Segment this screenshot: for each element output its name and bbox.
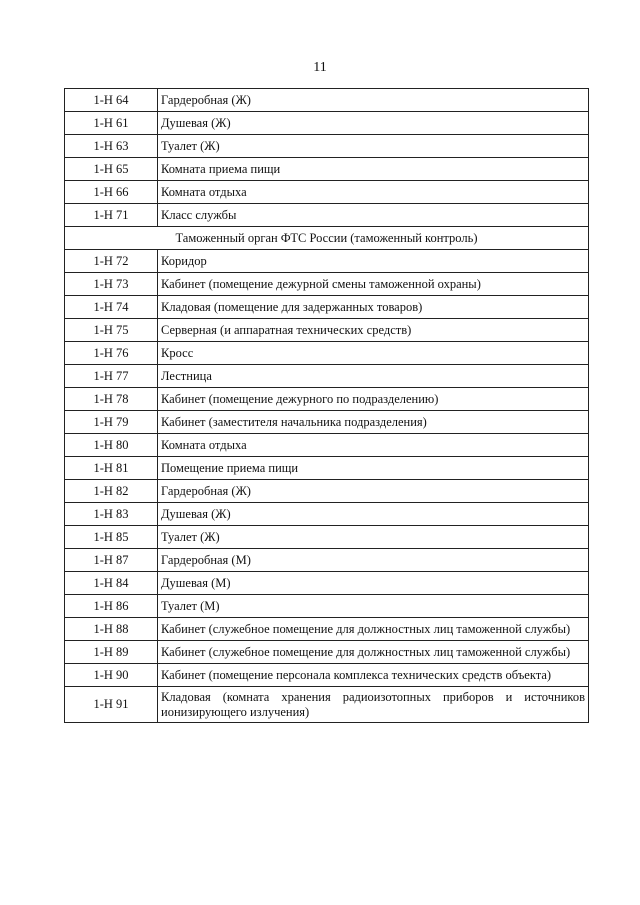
room-name-cell: Кабинет (служебное помещение для должностных лиц таможенной службы) <box>158 618 589 641</box>
page-number: 11 <box>313 60 327 75</box>
room-name-cell: Туалет (Ж) <box>158 135 589 158</box>
room-code-cell: 1-Н 89 <box>65 641 158 664</box>
room-code-cell: 1-Н 84 <box>65 572 158 595</box>
table-row <box>65 112 589 135</box>
room-name-cell: Гардеробная (М) <box>158 549 589 572</box>
room-name-cell: Кросс <box>158 342 589 365</box>
room-code-cell: 1-Н 87 <box>65 549 158 572</box>
table-row <box>65 158 589 181</box>
room-name-cell: Помещение приема пищи <box>158 457 589 480</box>
table-row <box>65 618 589 641</box>
room-name-cell: Комната отдыха <box>158 181 589 204</box>
room-code-cell: 1-Н 82 <box>65 480 158 503</box>
room-name-cell: Гардеробная (Ж) <box>158 480 589 503</box>
table-row <box>65 434 589 457</box>
room-code-cell: 1-Н 61 <box>65 112 158 135</box>
rooms-table-body <box>65 89 589 723</box>
table-row <box>65 549 589 572</box>
room-code-cell: 1-Н 86 <box>65 595 158 618</box>
section-heading: Таможенный орган ФТС России (таможенный контроль) <box>65 227 589 250</box>
room-code-cell: 1-Н 73 <box>65 273 158 296</box>
room-code-cell: 1-Н 63 <box>65 135 158 158</box>
room-name-cell: Душевая (М) <box>158 572 589 595</box>
room-code-cell: 1-Н 72 <box>65 250 158 273</box>
room-name-cell: Кабинет (заместителя начальника подразделения) <box>158 411 589 434</box>
room-code-cell: 1-Н 88 <box>65 618 158 641</box>
room-name-cell: Гардеробная (Ж) <box>158 89 589 112</box>
room-name-cell: Лестница <box>158 365 589 388</box>
table-row <box>65 411 589 434</box>
room-code-cell: 1-Н 81 <box>65 457 158 480</box>
room-code-cell: 1-Н 74 <box>65 296 158 319</box>
room-name-cell: Коридор <box>158 250 589 273</box>
room-code-cell: 1-Н 78 <box>65 388 158 411</box>
table-row <box>65 342 589 365</box>
room-name-cell: Кабинет (служебное помещение для должностных лиц таможенной службы) <box>158 641 589 664</box>
rooms-table <box>64 88 589 723</box>
room-name-cell: Кабинет (помещение дежурной смены таможенной охраны) <box>158 273 589 296</box>
table-row <box>65 457 589 480</box>
table-row <box>65 296 589 319</box>
room-name-cell: Комната приема пищи <box>158 158 589 181</box>
room-code-cell: 1-Н 77 <box>65 365 158 388</box>
table-row <box>65 595 589 618</box>
table-row <box>65 480 589 503</box>
room-name-cell: Класс службы <box>158 204 589 227</box>
room-code-cell: 1-Н 75 <box>65 319 158 342</box>
room-code-cell: 1-Н 64 <box>65 89 158 112</box>
room-name-cell: Кладовая (комната хранения радиоизотопных приборов и источников ионизирующего излучения) <box>158 687 589 723</box>
room-code-cell: 1-Н 91 <box>65 687 158 723</box>
table-row <box>65 664 589 687</box>
room-name-cell: Туалет (М) <box>158 595 589 618</box>
room-name-cell: Туалет (Ж) <box>158 526 589 549</box>
room-code-cell: 1-Н 65 <box>65 158 158 181</box>
table-row <box>65 273 589 296</box>
room-name-cell: Комната отдыха <box>158 434 589 457</box>
table-row <box>65 365 589 388</box>
table-row <box>65 89 589 112</box>
room-code-cell: 1-Н 80 <box>65 434 158 457</box>
room-code-cell: 1-Н 79 <box>65 411 158 434</box>
table-row <box>65 204 589 227</box>
section-heading-row <box>65 227 589 250</box>
room-code-cell: 1-Н 71 <box>65 204 158 227</box>
table-row <box>65 135 589 158</box>
room-name-cell: Кабинет (помещение дежурного по подразделению) <box>158 388 589 411</box>
table-row <box>65 250 589 273</box>
table-row <box>65 181 589 204</box>
room-code-cell: 1-Н 83 <box>65 503 158 526</box>
room-code-cell: 1-Н 90 <box>65 664 158 687</box>
room-code-cell: 1-Н 85 <box>65 526 158 549</box>
room-name-cell: Душевая (Ж) <box>158 503 589 526</box>
room-code-cell: 1-Н 66 <box>65 181 158 204</box>
table-row <box>65 687 589 723</box>
room-name-cell: Кладовая (помещение для задержанных товаров) <box>158 296 589 319</box>
table-row <box>65 641 589 664</box>
table-row <box>65 319 589 342</box>
table-row <box>65 503 589 526</box>
table-row <box>65 388 589 411</box>
room-name-cell: Кабинет (помещение персонала комплекса технических средств объекта) <box>158 664 589 687</box>
table-row <box>65 572 589 595</box>
table-row <box>65 526 589 549</box>
room-code-cell: 1-Н 76 <box>65 342 158 365</box>
room-name-cell: Душевая (Ж) <box>158 112 589 135</box>
room-name-cell: Серверная (и аппаратная технических средств) <box>158 319 589 342</box>
